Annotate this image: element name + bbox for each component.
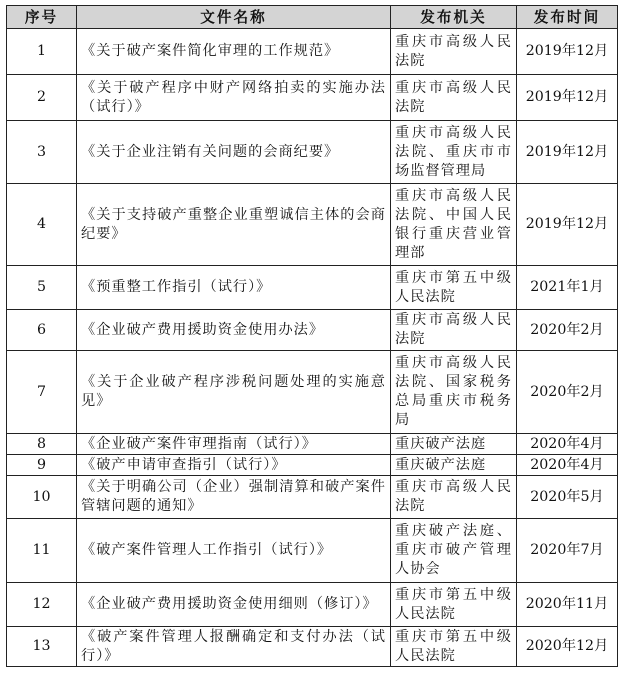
table-row	[7, 184, 618, 266]
table-row	[7, 266, 618, 310]
cell-name: 《关于企业注销有关问题的会商纪要》	[77, 121, 391, 184]
table-row	[7, 121, 618, 184]
table-row	[7, 627, 618, 667]
table-header	[7, 6, 618, 29]
cell-no: 10	[7, 476, 77, 519]
cell-date: 2019年12月	[517, 29, 618, 75]
cell-org: 重庆破产法庭	[391, 455, 517, 476]
cell-no: 9	[7, 455, 77, 476]
cell-name: 《关于支持破产重整企业重塑诚信主体的会商纪要》	[77, 184, 391, 266]
cell-date: 2019年12月	[517, 75, 618, 121]
cell-date: 2020年2月	[517, 310, 618, 351]
cell-date: 2020年4月	[517, 455, 618, 476]
cell-date: 2020年11月	[517, 583, 618, 627]
cell-date: 2020年12月	[517, 627, 618, 667]
cell-no: 8	[7, 434, 77, 455]
cell-no: 7	[7, 351, 77, 434]
cell-name: 《企业破产费用援助资金使用办法》	[77, 310, 391, 351]
cell-date: 2020年5月	[517, 476, 618, 519]
cell-org: 重庆市高级人民法院	[391, 29, 517, 75]
cell-org: 重庆市第五中级人民法院	[391, 627, 517, 667]
cell-org: 重庆市高级人民法院、中国人民银行重庆营业管理部	[391, 184, 517, 266]
table-row	[7, 476, 618, 519]
cell-org: 重庆市高级人民法院	[391, 476, 517, 519]
cell-no: 1	[7, 29, 77, 75]
document-sheet	[6, 5, 617, 667]
cell-no: 2	[7, 75, 77, 121]
table-body	[7, 29, 618, 667]
cell-date: 2019年12月	[517, 184, 618, 266]
regulations-table	[6, 5, 618, 667]
cell-org: 重庆市高级人民法院	[391, 75, 517, 121]
cell-name: 《关于企业破产程序涉税问题处理的实施意见》	[77, 351, 391, 434]
cell-org: 重庆破产法庭、重庆市破产管理人协会	[391, 519, 517, 583]
header-row	[7, 6, 618, 29]
cell-name: 《破产申请审查指引（试行）》	[77, 455, 391, 476]
cell-org: 重庆市第五中级人民法院	[391, 583, 517, 627]
cell-no: 3	[7, 121, 77, 184]
cell-name: 《关于明确公司（企业）强制清算和破产案件管辖问题的通知》	[77, 476, 391, 519]
table-row	[7, 455, 618, 476]
cell-name: 《企业破产费用援助资金使用细则（修订）》	[77, 583, 391, 627]
cell-org: 重庆市高级人民法院、国家税务总局重庆市税务局	[391, 351, 517, 434]
cell-no: 6	[7, 310, 77, 351]
table-row	[7, 583, 618, 627]
header-name: 文件名称	[77, 6, 391, 29]
table-row	[7, 351, 618, 434]
cell-name: 《关于破产程序中财产网络拍卖的实施办法（试行）》	[77, 75, 391, 121]
cell-name: 《企业破产案件审理指南（试行）》	[77, 434, 391, 455]
cell-name: 《预重整工作指引（试行）》	[77, 266, 391, 310]
cell-no: 13	[7, 627, 77, 667]
cell-date: 2019年12月	[517, 121, 618, 184]
cell-name: 《破产案件管理人工作指引（试行）》	[77, 519, 391, 583]
header-no: 序号	[7, 6, 77, 29]
cell-no: 5	[7, 266, 77, 310]
cell-date: 2020年7月	[517, 519, 618, 583]
cell-org: 重庆市高级人民法院、重庆市市场监督管理局	[391, 121, 517, 184]
cell-no: 12	[7, 583, 77, 627]
header-date: 发布时间	[517, 6, 618, 29]
cell-name: 《破产案件管理人报酬确定和支付办法（试行）》	[77, 627, 391, 667]
cell-org: 重庆市第五中级人民法院	[391, 266, 517, 310]
cell-name: 《关于破产案件简化审理的工作规范》	[77, 29, 391, 75]
cell-org: 重庆市高级人民法院	[391, 310, 517, 351]
table-row	[7, 310, 618, 351]
table-row	[7, 75, 618, 121]
cell-date: 2021年1月	[517, 266, 618, 310]
cell-no: 4	[7, 184, 77, 266]
table-row	[7, 29, 618, 75]
table-row	[7, 519, 618, 583]
cell-org: 重庆破产法庭	[391, 434, 517, 455]
cell-date: 2020年2月	[517, 351, 618, 434]
cell-no: 11	[7, 519, 77, 583]
table-row	[7, 434, 618, 455]
header-org: 发布机关	[391, 6, 517, 29]
cell-date: 2020年4月	[517, 434, 618, 455]
